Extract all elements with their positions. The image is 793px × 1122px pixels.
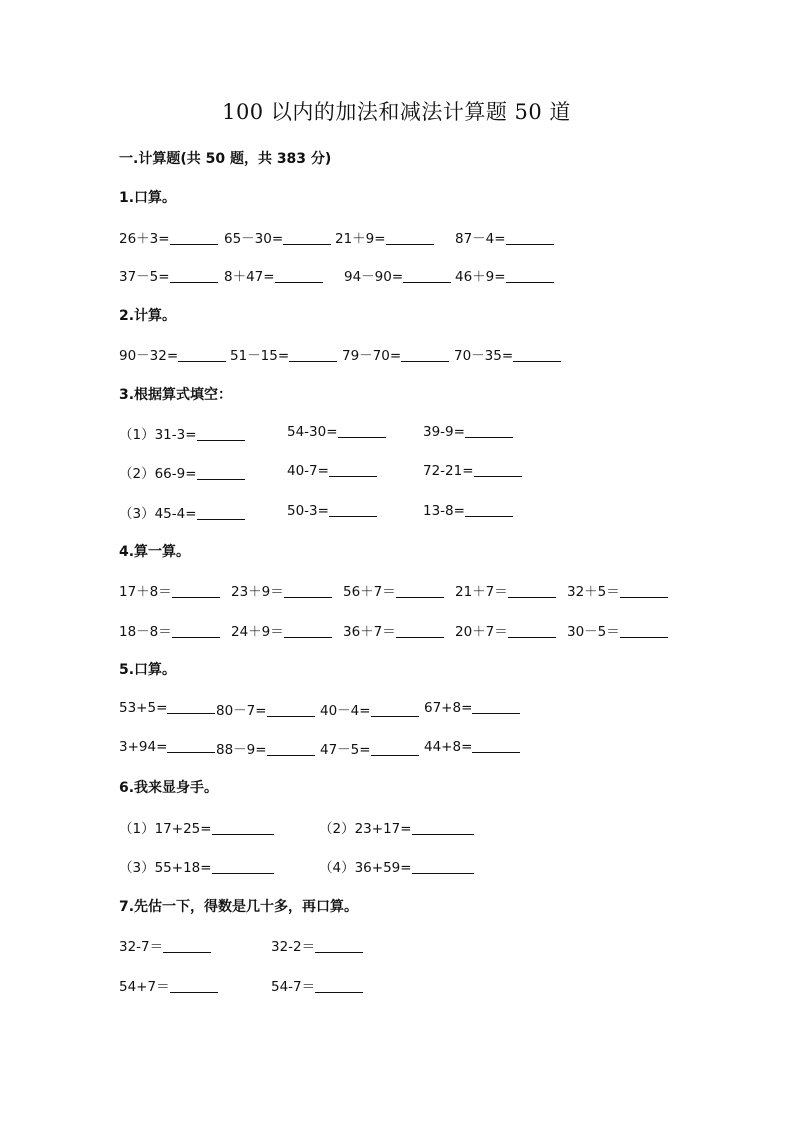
answer-blank[interactable] — [506, 230, 554, 245]
equation-item: 39-9= — [423, 423, 513, 440]
equation-item: 70－35= — [454, 344, 561, 364]
equation-item: 32＋5＝ — [567, 580, 668, 600]
equation-item: 24＋9＝ — [231, 620, 332, 640]
equation-item: 90－32= — [119, 344, 226, 364]
question-6-heading: 6.我来显身手。 — [119, 780, 219, 796]
equation-item: 23＋9＝ — [231, 580, 332, 600]
equation-item: 88－9= — [216, 738, 315, 758]
answer-blank[interactable] — [212, 859, 274, 874]
answer-blank[interactable] — [172, 583, 220, 598]
equation-item: 37－5= — [119, 265, 218, 285]
equation-item: 94－90= — [344, 265, 451, 285]
answer-blank[interactable] — [315, 938, 363, 953]
equation-item: 44+8= — [424, 738, 520, 755]
equation-item: 8＋47= — [224, 265, 323, 285]
equation-item: 26＋3= — [119, 227, 218, 247]
question-5-heading: 5.口算。 — [119, 662, 177, 678]
equation-item: 87－4= — [455, 227, 554, 247]
answer-blank[interactable] — [329, 502, 377, 517]
answer-blank[interactable] — [315, 978, 363, 993]
answer-blank[interactable] — [338, 423, 386, 438]
equation-item: 56＋7＝ — [343, 580, 444, 600]
equation-item: （2）66-9= — [119, 462, 245, 482]
answer-blank[interactable] — [163, 938, 211, 953]
equation-item: 79－70= — [342, 344, 449, 364]
equation-item: 50-3= — [287, 502, 377, 519]
answer-blank[interactable] — [371, 741, 419, 756]
equation-item: 3+94= — [119, 738, 215, 755]
equation-item: 51－15= — [230, 344, 337, 364]
answer-blank[interactable] — [472, 699, 520, 714]
answer-blank[interactable] — [167, 699, 215, 714]
equation-item: 72-21= — [423, 462, 522, 479]
answer-blank[interactable] — [508, 623, 556, 638]
answer-blank[interactable] — [284, 583, 332, 598]
answer-blank[interactable] — [170, 230, 218, 245]
answer-blank[interactable] — [197, 505, 245, 520]
equation-item: 32-2＝ — [271, 935, 363, 955]
page-title: 100 以内的加法和减法计算题 50 道 — [222, 100, 571, 124]
answer-blank[interactable] — [401, 347, 449, 362]
answer-blank[interactable] — [197, 465, 245, 480]
equation-item: 18－8＝ — [119, 620, 220, 640]
answer-blank[interactable] — [412, 859, 474, 874]
answer-blank[interactable] — [620, 623, 668, 638]
equation-item: （3）55+18= — [119, 856, 274, 876]
answer-blank[interactable] — [167, 738, 215, 753]
equation-item: （4）36+59= — [319, 856, 474, 876]
question-3-heading: 3.根据算式填空： — [119, 387, 233, 403]
equation-item: 30－5＝ — [567, 620, 668, 640]
answer-blank[interactable] — [403, 268, 451, 283]
equation-item: （1）17+25= — [119, 817, 274, 837]
answer-blank[interactable] — [170, 978, 218, 993]
equation-item: 54-7＝ — [271, 975, 363, 995]
answer-blank[interactable] — [289, 347, 337, 362]
answer-blank[interactable] — [474, 462, 522, 477]
answer-blank[interactable] — [170, 268, 218, 283]
equation-item: 54+7＝ — [119, 975, 218, 995]
answer-blank[interactable] — [472, 738, 520, 753]
answer-blank[interactable] — [283, 230, 331, 245]
equation-item: 32-7＝ — [119, 935, 211, 955]
equation-item: 36＋7＝ — [343, 620, 444, 640]
equation-item: 17＋8＝ — [119, 580, 220, 600]
section-heading: 一.计算题(共 50 题，共 383 分) — [119, 151, 332, 167]
answer-blank[interactable] — [506, 268, 554, 283]
equation-item: 47－5= — [320, 738, 419, 758]
answer-blank[interactable] — [513, 347, 561, 362]
equation-item: 21＋7＝ — [455, 580, 556, 600]
equation-item: 46＋9= — [455, 265, 554, 285]
equation-item: 80－7= — [216, 699, 315, 719]
answer-blank[interactable] — [465, 423, 513, 438]
equation-item: 54-30= — [287, 423, 386, 440]
equation-item: 40-7= — [287, 462, 377, 479]
answer-blank[interactable] — [267, 741, 315, 756]
equation-item: 21＋9= — [335, 227, 434, 247]
question-4-heading: 4.算一算。 — [119, 544, 191, 560]
answer-blank[interactable] — [412, 820, 474, 835]
equation-item: 65－30= — [224, 227, 331, 247]
answer-blank[interactable] — [620, 583, 668, 598]
answer-blank[interactable] — [508, 583, 556, 598]
answer-blank[interactable] — [197, 426, 245, 441]
answer-blank[interactable] — [396, 583, 444, 598]
equation-item: 13-8= — [423, 502, 513, 519]
answer-blank[interactable] — [371, 702, 419, 717]
equation-item: （1）31-3= — [119, 423, 245, 443]
answer-blank[interactable] — [178, 347, 226, 362]
answer-blank[interactable] — [284, 623, 332, 638]
question-2-heading: 2.计算。 — [119, 308, 177, 324]
equation-item: 20＋7＝ — [455, 620, 556, 640]
equation-item: 40－4= — [320, 699, 419, 719]
answer-blank[interactable] — [396, 623, 444, 638]
answer-blank[interactable] — [465, 502, 513, 517]
equation-item: （3）45-4= — [119, 502, 245, 522]
answer-blank[interactable] — [267, 702, 315, 717]
answer-blank[interactable] — [212, 820, 274, 835]
equation-item: （2）23+17= — [319, 817, 474, 837]
equation-item: 53+5= — [119, 699, 215, 716]
question-7-heading: 7.先估一下，得数是几十多，再口算。 — [119, 899, 359, 915]
equation-item: 67+8= — [424, 699, 520, 716]
answer-blank[interactable] — [275, 268, 323, 283]
answer-blank[interactable] — [172, 623, 220, 638]
answer-blank[interactable] — [386, 230, 434, 245]
question-1-heading: 1.口算。 — [119, 190, 177, 206]
answer-blank[interactable] — [329, 462, 377, 477]
